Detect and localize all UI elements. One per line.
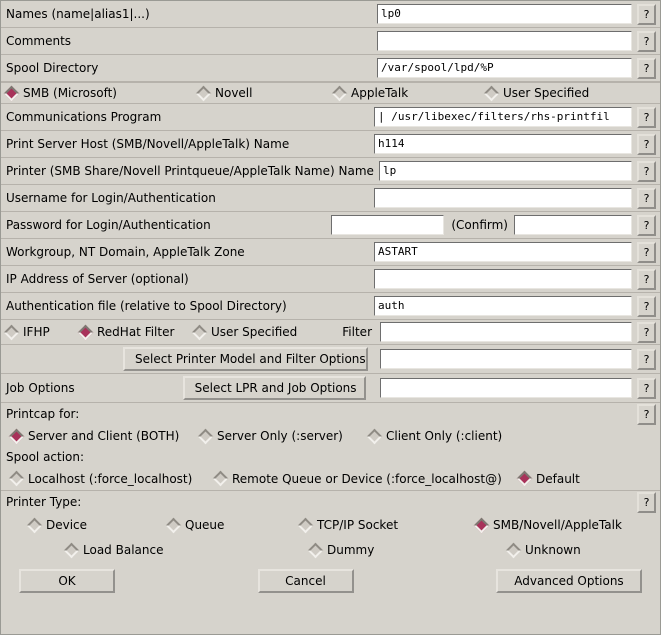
radio-diamond-icon[interactable]	[298, 517, 314, 533]
printer-name-label: Printer (SMB Share/Novell Printqueue/AppleTalk Name) Name	[6, 164, 374, 178]
spool-directory-label: Spool Directory	[6, 61, 99, 75]
help-button-printer-name[interactable]: ?	[637, 161, 656, 182]
protocol-option-user-specified[interactable]	[486, 86, 589, 100]
job-options-value[interactable]	[380, 378, 632, 398]
field-row-password	[1, 212, 660, 239]
comments-label: Comments	[6, 34, 72, 48]
job-options-row	[1, 374, 660, 403]
printer-type-option-smb[interactable]	[476, 518, 622, 532]
radio-diamond-icon[interactable]	[9, 428, 25, 444]
names-input[interactable]: lp0	[377, 4, 632, 24]
help-button-ip-address[interactable]: ?	[637, 269, 656, 290]
username-label: Username for Login/Authentication	[6, 191, 216, 205]
radio-diamond-icon[interactable]	[9, 471, 25, 487]
printcap-option-client-label: Client Only (:client)	[386, 429, 503, 443]
printcap-option-server-label: Server Only (:server)	[217, 429, 343, 443]
help-button-auth-file[interactable]: ?	[637, 296, 656, 317]
printer-model-row	[1, 345, 660, 374]
select-printer-model-button[interactable]: Select Printer Model and Filter Options	[123, 347, 368, 371]
filter-option-redhat-label: RedHat Filter	[97, 325, 175, 339]
help-button-comm-program[interactable]: ?	[637, 107, 656, 128]
help-button-printer-type[interactable]: ?	[637, 492, 656, 513]
spool-action-title-row	[1, 447, 660, 467]
comm-program-input[interactable]: | /usr/libexec/filters/rhs-printfil	[374, 107, 632, 127]
radio-diamond-icon[interactable]	[474, 517, 490, 533]
spool-action-option-localhost[interactable]	[11, 472, 211, 486]
printer-type-option-load-balance[interactable]	[66, 543, 306, 557]
printer-type-option-queue-label: Queue	[185, 518, 225, 532]
printer-name-input[interactable]: lp	[379, 161, 632, 181]
radio-diamond-icon[interactable]	[198, 428, 214, 444]
help-button-spool-directory[interactable]: ?	[637, 58, 656, 79]
printer-type-option-load-balance-label: Load Balance	[83, 543, 164, 557]
radio-diamond-icon[interactable]	[192, 324, 208, 340]
printer-model-value[interactable]	[380, 349, 632, 369]
printcap-option-both[interactable]	[11, 429, 196, 443]
printcap-option-both-label: Server and Client (BOTH)	[28, 429, 180, 443]
printcap-option-client[interactable]	[369, 429, 502, 443]
spool-directory-input[interactable]: /var/spool/lpd/%P	[377, 58, 632, 78]
filter-option-ifhp-label: IFHP	[23, 325, 50, 339]
printer-type-radio-row-2	[1, 537, 660, 563]
password-input[interactable]	[331, 215, 444, 235]
radio-diamond-icon[interactable]	[506, 542, 522, 558]
help-button-names[interactable]: ?	[637, 4, 656, 25]
radio-diamond-icon[interactable]	[166, 517, 182, 533]
printer-type-option-unknown-label: Unknown	[525, 543, 581, 557]
help-button-password[interactable]: ?	[637, 215, 656, 236]
spool-action-option-remote-label: Remote Queue or Device (:force_localhost@)	[232, 471, 502, 486]
radio-diamond-icon[interactable]	[308, 542, 324, 558]
print-server-input[interactable]: h114	[374, 134, 632, 154]
auth-file-label: Authentication file (relative to Spool Directory)	[6, 299, 287, 313]
radio-diamond-icon[interactable]	[64, 542, 80, 558]
field-row-comm-program	[1, 104, 660, 131]
password-label: Password for Login/Authentication	[6, 218, 211, 232]
filter-label: Filter	[342, 325, 372, 339]
comm-program-label: Communications Program	[6, 110, 162, 124]
spool-action-option-remote[interactable]	[215, 472, 515, 486]
ip-address-input[interactable]	[374, 269, 632, 289]
printcap-title-row	[1, 403, 660, 425]
help-button-comments[interactable]: ?	[637, 31, 656, 52]
printer-type-option-unknown[interactable]	[508, 543, 581, 557]
field-row-auth-file	[1, 293, 660, 320]
filter-option-user-specified[interactable]	[194, 325, 297, 339]
username-input[interactable]	[374, 188, 632, 208]
help-button-job-options[interactable]: ?	[637, 378, 656, 399]
filter-type-row	[1, 320, 660, 345]
printcap-radio-group	[1, 425, 660, 447]
help-button-printcap[interactable]: ?	[637, 404, 656, 425]
printer-type-option-device-label: Device	[46, 518, 88, 532]
protocol-option-user-specified-label: User Specified	[503, 86, 590, 100]
comments-input[interactable]	[377, 31, 632, 51]
protocol-option-novell[interactable]	[198, 86, 330, 100]
printer-type-title: Printer Type:	[6, 495, 82, 509]
printer-type-option-device[interactable]	[29, 518, 164, 532]
radio-diamond-icon[interactable]	[213, 471, 229, 487]
field-row-workgroup	[1, 239, 660, 266]
protocol-option-smb[interactable]	[6, 86, 194, 100]
ok-button[interactable]: OK	[19, 569, 115, 593]
field-row-printer-name	[1, 158, 660, 185]
filter-input[interactable]	[380, 322, 632, 342]
field-row-username	[1, 185, 660, 212]
ip-address-label: IP Address of Server (optional)	[6, 272, 189, 286]
spool-action-title: Spool action:	[6, 450, 85, 464]
names-label: Names (name|alias1|...)	[6, 7, 150, 21]
filter-option-redhat[interactable]	[80, 325, 190, 339]
protocol-option-appletalk[interactable]	[334, 86, 482, 100]
dialog-button-bar	[1, 563, 660, 593]
password-confirm-input[interactable]	[514, 215, 632, 235]
filter-option-ifhp[interactable]	[6, 325, 76, 339]
radio-diamond-icon[interactable]	[332, 85, 348, 101]
radio-diamond-icon[interactable]	[78, 324, 94, 340]
radio-diamond-icon[interactable]	[27, 517, 43, 533]
cancel-button[interactable]: Cancel	[258, 569, 354, 593]
field-row-print-server	[1, 131, 660, 158]
radio-diamond-icon[interactable]	[4, 85, 20, 101]
printer-type-option-tcpip[interactable]	[300, 518, 472, 532]
printer-type-radio-row-1	[1, 513, 660, 537]
printer-type-option-dummy[interactable]	[310, 543, 504, 557]
printer-protocol-radio-group	[1, 82, 660, 104]
spool-action-radio-group	[1, 467, 660, 491]
job-options-label: Job Options	[6, 381, 75, 395]
spool-action-option-default-label: Default	[536, 471, 580, 486]
select-lpr-job-options-button[interactable]: Select LPR and Job Options	[183, 376, 366, 400]
radio-diamond-icon[interactable]	[4, 324, 20, 340]
filter-option-user-specified-label: User Specified	[211, 325, 298, 339]
field-row-spool-directory	[1, 55, 660, 82]
printer-type-option-smb-label: SMB/Novell/AppleTalk	[493, 518, 622, 532]
print-server-label: Print Server Host (SMB/Novell/AppleTalk) Name	[6, 137, 290, 151]
printer-type-option-dummy-label: Dummy	[327, 543, 375, 557]
workgroup-label: Workgroup, NT Domain, AppleTalk Zone	[6, 245, 245, 259]
radio-diamond-icon[interactable]	[367, 428, 383, 444]
spool-action-option-default[interactable]	[519, 472, 580, 486]
field-row-names	[1, 1, 660, 28]
radio-diamond-icon[interactable]	[196, 85, 212, 101]
field-row-comments	[1, 28, 660, 55]
field-row-ip-address	[1, 266, 660, 293]
printcap-option-server[interactable]	[200, 429, 365, 443]
auth-file-input[interactable]: auth	[374, 296, 632, 316]
workgroup-input[interactable]: ASTART	[374, 242, 632, 262]
radio-diamond-icon[interactable]	[484, 85, 500, 101]
help-button-workgroup[interactable]: ?	[637, 242, 656, 263]
spool-action-option-localhost-label: Localhost (:force_localhost)	[28, 471, 193, 486]
advanced-options-button[interactable]: Advanced Options	[496, 569, 642, 593]
protocol-option-novell-label: Novell	[215, 86, 253, 100]
help-button-print-server[interactable]: ?	[637, 134, 656, 155]
printcap-title: Printcap for:	[6, 407, 80, 421]
printer-type-option-tcpip-label: TCP/IP Socket	[317, 518, 399, 532]
confirm-label: (Confirm)	[451, 218, 508, 232]
printer-type-option-queue[interactable]	[168, 518, 296, 532]
help-button-printer-model[interactable]: ?	[637, 349, 656, 370]
printer-type-title-row	[1, 491, 660, 513]
protocol-option-smb-label: SMB (Microsoft)	[23, 86, 117, 100]
protocol-option-appletalk-label: AppleTalk	[351, 86, 409, 100]
help-button-filter[interactable]: ?	[637, 322, 656, 343]
help-button-username[interactable]: ?	[637, 188, 656, 209]
radio-diamond-icon[interactable]	[517, 471, 533, 487]
